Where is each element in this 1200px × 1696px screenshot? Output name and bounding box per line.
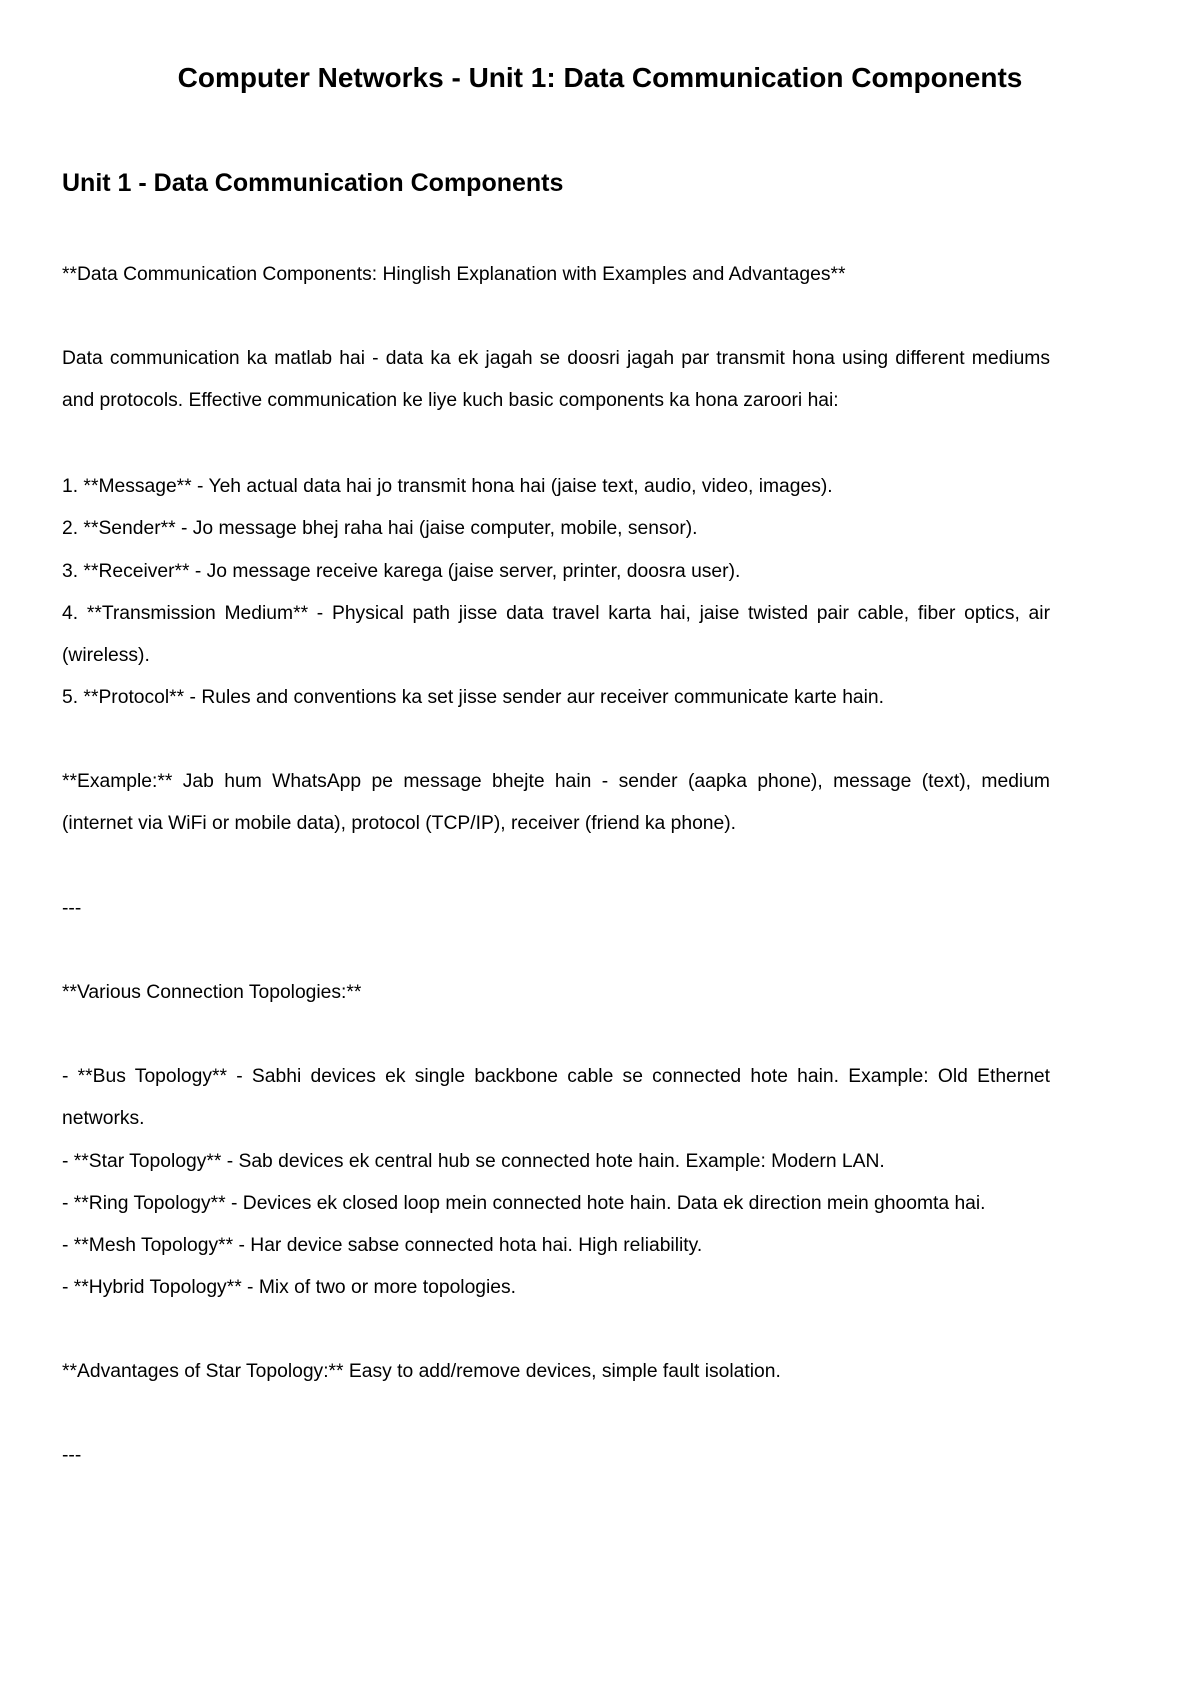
separator: --- — [62, 898, 82, 919]
list-item: - **Star Topology** - Sab devices ek central hub se connected hote hain. Example: Modern LAN. — [62, 1150, 885, 1172]
example-paragraph: **Example:** Jab hum WhatsApp pe message bhejte hain - sender (aapka phone), message (text), medium (internet via WiFi or mobile data), protocol (TCP/IP), receiver (friend ka phone). — [62, 771, 1050, 835]
list-item: - **Hybrid Topology** - Mix of two or more topologies. — [62, 1277, 517, 1299]
topologies-heading: **Various Connection Topologies:** — [62, 982, 362, 1003]
subtitle: **Data Communication Components: Hinglish Explanation with Examples and Advantages** — [62, 264, 846, 285]
advantages-paragraph: **Advantages of Star Topology:** Easy to add/remove devices, simple fault isolation. — [62, 1361, 781, 1382]
document-title: Computer Networks - Unit 1: Data Communication Components — [177, 62, 1023, 93]
list-item: 3. **Receiver** - Jo message receive karega (jaise server, printer, doosra user). — [62, 560, 741, 582]
list-item: 2. **Sender** - Jo message bhej raha hai (jaise computer, mobile, sensor). — [62, 518, 698, 540]
components-list — [62, 466, 1050, 720]
separator: --- — [62, 1445, 82, 1466]
topologies-list — [62, 1056, 1050, 1310]
list-item: - **Bus Topology** - Sabhi devices ek single backbone cable se connected hote hain. Example: Old Ethernet networks. — [62, 1066, 1050, 1130]
list-item: - **Mesh Topology** - Har device sabse connected hota hai. High reliability. — [62, 1235, 703, 1257]
list-item: 1. **Message** - Yeh actual data hai jo transmit hona hai (jaise text, audio, video, images). — [62, 476, 833, 497]
list-item: 5. **Protocol** - Rules and conventions ka set jisse sender aur receiver communicate karte hain. — [62, 687, 885, 709]
intro-paragraph: Data communication ka matlab hai - data ka ek jagah se doosri jagah par transmit hona using different mediums and protocols. Effective communication ke liye kuch basic components ka hona zaroori hai: — [62, 348, 1050, 412]
list-item: 4. **Transmission Medium** - Physical path jisse data travel karta hai, jaise twisted pair cable, fiber optics, air (wireless). — [62, 602, 1050, 667]
list-item: - **Ring Topology** - Devices ek closed loop mein connected hote hain. Data ek direction mein ghoomta hai. — [62, 1192, 986, 1214]
section-heading: Unit 1 - Data Communication Components — [62, 169, 564, 197]
